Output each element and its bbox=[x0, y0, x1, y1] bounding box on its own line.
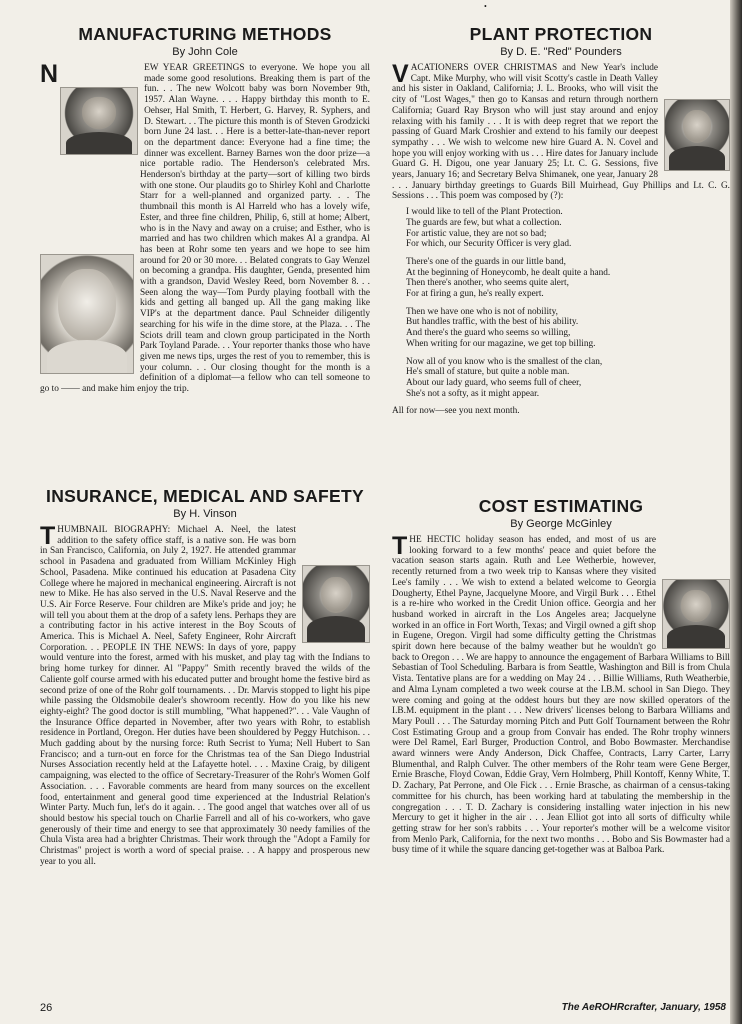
portrait-face bbox=[321, 577, 350, 613]
portrait-photo bbox=[662, 579, 730, 649]
poem-line: There's one of the guards in our little band, bbox=[406, 256, 566, 267]
article-paragraph: EW YEAR GREETINGS to everyone. We hope you all made some good resolutions. Breaking them is part of the fun. . . The new Wolcott baby was born November 9th, 1957. Alan Wayne. . . . Happy birthday this month to E. Oehser, Hal Smith, T. Herbert, G. Harvey, R. Syphers, and D. Stewart. . . The picture this month is of Steven Grodzicki born June 24 last. . . Here is a better-late-than-never report on the department dance: Everyone had a fine time; the dinner was excellent. Barney Barnes won the door prize—a nice portable radio. The Henderson's celebrated Mrs. Henderson's birthday at the party—sort of killing two birds with one stone. Our plaudits go to Shirley Kohl and Charlotte Starr for a well-planned and organized party. . . The thumbnail this month is Al Harreld who has a lovely wife, Ester, and three fine children, Philip, 6, still at home; Albert, who is in the Navy and away on a cruise; and Esther, who is married and has two children which makes Al a grandpa. Al has been at Rohr some ten years and we hope to see him around for 20 or 30 more. . . Belated congrats to Gay Wenzel on becoming a grandpa. His daughter, Genda, presented him with a grandson, David Wesley Reed, born November 8. . . Seen along the way—Tom Purdy playing football with the kids and getting all banged up. All the gang making like VIP's at the department dance. Paul Schneider diligently searching for his wife in the dime store, at the Plaza. . . The Sciots drill team and clown group participated in the North Park Toyland Parade. . . Your reporter thanks those who have given me news tips, urges the rest of you to remember, this is your column. . . Our closing thought for the month is a definition of a diplomat—a fellow who can tell someone to go to —— and make him enjoy the trip. bbox=[40, 63, 370, 395]
poem-line: Then we have one who is not of nobility, bbox=[406, 306, 558, 317]
article-body bbox=[392, 532, 730, 856]
article-byline: By H. Vinson bbox=[173, 508, 237, 520]
drop-cap: V bbox=[392, 60, 409, 88]
portrait-shoulders bbox=[307, 616, 365, 642]
poem-line: When writing for our magazine, we get top billing. bbox=[406, 338, 596, 349]
poem-stanza bbox=[406, 257, 730, 300]
drop-cap: T bbox=[392, 532, 408, 560]
article-closing: All for now—see you next month. bbox=[392, 406, 520, 417]
article-heading: COST ESTIMATING bbox=[478, 496, 644, 516]
portrait-face bbox=[683, 110, 711, 144]
poem-line: She's not a softy, as it might appear. bbox=[406, 388, 540, 399]
portrait-face bbox=[681, 590, 710, 623]
poem-line: For at firing a gun, he's really expert. bbox=[406, 289, 544, 300]
publication-footer: The AeROHRcrafter, January, 1958 bbox=[561, 1002, 726, 1013]
portrait-photo bbox=[302, 565, 370, 643]
portrait-face bbox=[82, 97, 115, 129]
printer-mark: • bbox=[484, 2, 487, 11]
article-body bbox=[40, 522, 370, 868]
manufacturing-methods-article bbox=[40, 24, 370, 464]
poem-line: Then there's another, who seems quite alert, bbox=[406, 278, 569, 289]
poem-stanza bbox=[406, 307, 730, 350]
poem-line: Now all of you know who is the smallest of the clan, bbox=[406, 356, 603, 367]
article-byline: By D. E. "Red" Pounders bbox=[500, 46, 622, 58]
binding-shadow bbox=[730, 0, 742, 1024]
article-body bbox=[40, 60, 370, 395]
article-heading: INSURANCE, MEDICAL AND SAFETY bbox=[46, 486, 364, 506]
poem-line: At the beginning of Honeycomb, he dealt quite a hand. bbox=[406, 267, 611, 278]
baby-face bbox=[58, 269, 117, 342]
article-body bbox=[392, 60, 730, 202]
poem-line: For which, our Security Officer is very glad. bbox=[406, 239, 572, 250]
baby-body bbox=[47, 340, 128, 373]
article-paragraph: HUMBNAIL BIOGRAPHY: Michael A. Neel, the latest addition to the safety office staff, is a native son. He was born in San Francisco, California, on July 2, 1927. He attended grammar school in Pasadena and graduated from William McKinley High School, Pasadena. Mike continued his education at Pasadena City College where he majored in mechanical engineering. Aircraft is not new to Mike. He has also served in the U.S. Naval Reserve and the U.S. Air Force Reserve. Four children are Mike's pride and joy; he will tell you about them at the drop of a safety lens. Perhaps they are a contributing factor in his active interest in the Boy Scouts of America. This is Michael A. Neel, Safety Engineer, Rohr Aircraft Corporation. . . PEOPLE IN THE NEWS: In days of yore, pappy would venture into the forest, armed with his musket, and play tag with the Indians to bring home turkey for dinner. Al "Pappy" Smith recently braved the wilds of the Caliente golf course armed with his educated putter and brought home the festive bird as second prize of one of the Rohr golf tournaments. . . Dr. Marvis stopped to light his pipe while passing the Oldsmobile dealer's showroom recently. How do you like his new eighty-eight? The good doctor is still mumbling, "What happened?". . . Vale Vaughn of the Insurance Office departed in November, after two years with Rohr, to establish residence in Portland, Oregon. Her duties have been shouldered by Peggy Hutchison. . . Much gadding about by the nursing force: Ruth Secrist to Yuma; Nell Hubert to San Francisco; and a turn-out en force for the Christmas tea of the San Diego Industrial Nurses Association recently held at the Lafayette hotel. . . . Maxine Craig, by diligent campaigning, was elected to the office of Secretary-Treasurer of the Rohr's Women Golf Association. . . . Favorable comments are heard from many sources on the excellent food, entertainment and general good time experienced at the Industrial Relation's Winter Party. Much fun, let's do it again. . . The good angel that watches over all of us should bestow his special touch on Charlie Farrell and all of his co-workers, who gave generously of their time and energy to see that approximately 30 needy families of the Chula Vista area had a brighter Christmas. Their work through the "Adopt a Family for Christmas" project is worth a word of special praise. . . A happy and prosperous new year to you all. bbox=[40, 525, 370, 867]
poem bbox=[406, 207, 730, 399]
portrait-shoulders bbox=[667, 625, 725, 648]
baby-photo bbox=[40, 254, 134, 374]
article-byline: By John Cole bbox=[172, 46, 238, 58]
poem-line: And there's the guard who seems so willing, bbox=[406, 328, 571, 339]
poem-line: I would like to tell of the Plant Protection. bbox=[406, 207, 563, 218]
poem-line: But handles traffic, with the best of his ability. bbox=[406, 317, 579, 328]
drop-cap: N bbox=[40, 60, 59, 88]
portrait-shoulders bbox=[669, 146, 725, 170]
portrait-photo bbox=[60, 87, 138, 155]
drop-cap: T bbox=[40, 522, 56, 550]
portrait-photo bbox=[664, 99, 730, 171]
article-paragraph: HE HECTIC holiday season has ended, and most of us are looking forward to a few months' peace and quiet before the vacation season starts again. Ruth and Lee Wetherbie, however, recently returned from a two week trip to Kansas where they visited Lee's family . . . We wish to extend a belated welcome to Georgia Dougherty, Ethel Payne, Jacquelyne Moore, and Virgil Burk . . . Ethel is a re-hire who worked in the Credit Union office. Georgia and her husband worked in aircraft in the Los Angeles area; Jacquelyne worked in an office in Fort Worth, Texas; and Virgil owned a gift shop in Eugene, Oregon. Virgil had some difficulty getting the Christmas spirit down here because of the balmy weather but he wouldn't go back to Oregon . . . We are happy to announce the engagement of Barbara Williams to Bill Sebastian of Tool Scheduling. Barbara is from Seattle, Washington and Bill is from Chula Vista. Tentative plans are for a wedding on May 24 . . . Billie Williams, Ruth Weatherbie, and Alma Lynam completed a two week course at the I.B.M. school in San Diego. They were coming and going at the oddest hours but they are now skilled operators of the I.B.M. equipment in the plant . . . New drivers' licenses belong to Barbara Williams and Mary Poull . . . The Saturday morning Pitch and Putt Golf Tournament between the Rohr Cost Estimating Group and a group from Convair has ended. The Rohr trophy winners were Del Ramel, Earl Burger, Production Control, and Bobo Bowmaster. Merchandise award winners were Andy Anderson, Dick Chaffee, Contracts, Larry Carter, Larry Blumenthal, and Ralph Culver. The other members of the Rohr team were Gene Berger, Ernie Brasche, Floyd Cowan, Eddie Gray, Vern Holmberg, Phill Kontoff, Kenny White, T. D. Zachary, Pat Perrone, and Ole Fick . . . Ernie Brasche, as chairman of a census-taking committee for his church, has been working hard at tabulating the membership in the congregation . . . T. D. Zachary is considering installing water injection in his new Mercury to get it higher in the air . . . Jean Elliot got into all sorts of difficulty while getting straw for her son's rabbits . . . Your reporter's mother will be a welcome visitor from Menlo Park, California, for the next two months . . . Bobo and Sis Bowmaster had a busy time of it while the square dancing get-together was at Balboa Park. bbox=[392, 535, 730, 856]
poem-stanza bbox=[406, 357, 730, 400]
article-byline: By George McGinley bbox=[510, 518, 612, 530]
poem-line: The guards are few, but what a collection. bbox=[406, 217, 562, 228]
cost-estimating-article bbox=[392, 496, 730, 994]
poem-stanza bbox=[406, 207, 730, 250]
insurance-medical-safety-article bbox=[40, 486, 370, 994]
article-heading: PLANT PROTECTION bbox=[469, 24, 653, 44]
poem-line: For artistic value, they are not so bad; bbox=[406, 228, 547, 239]
page-number: 26 bbox=[40, 1002, 53, 1014]
article-heading: MANUFACTURING METHODS bbox=[78, 24, 332, 44]
plant-protection-article bbox=[392, 24, 730, 472]
portrait-shoulders bbox=[66, 132, 133, 154]
poem-line: He's small of stature, but quite a noble man. bbox=[406, 367, 570, 378]
article-paragraph: ACATIONERS OVER CHRISTMAS and New Year's include Capt. Mike Murphy, who will visit Scotty's castle in Death Valley and his sister in Oakland, California; J. L. Brooks, who will visit the city of "Lost Wages," then go to Kansas and return through northern California; Guard Ray Bryson who will just stay around and enjoy relaxing with his family . . . It is with deep regret that we report the passing of Guard Mark Croshier and extend to his family our deepest sympathy . . . We wish to welcome new hire Guard A. N. Covel and hope you will enjoy working with us . . . Hire dates for January include Guard G. H. Digou, one year January 25; Lt. C. G. Sessions, five years, January 16; and Secretary Belva Shimanek, one year, January 28 . . . January birthday greetings to Guards Bill Muirhead, Guy Phillips and Lt. C. G. Sessions . . . This poem was composed by (?): bbox=[392, 63, 730, 202]
poem-line: About our lady guard, who seems full of cheer, bbox=[406, 377, 582, 388]
